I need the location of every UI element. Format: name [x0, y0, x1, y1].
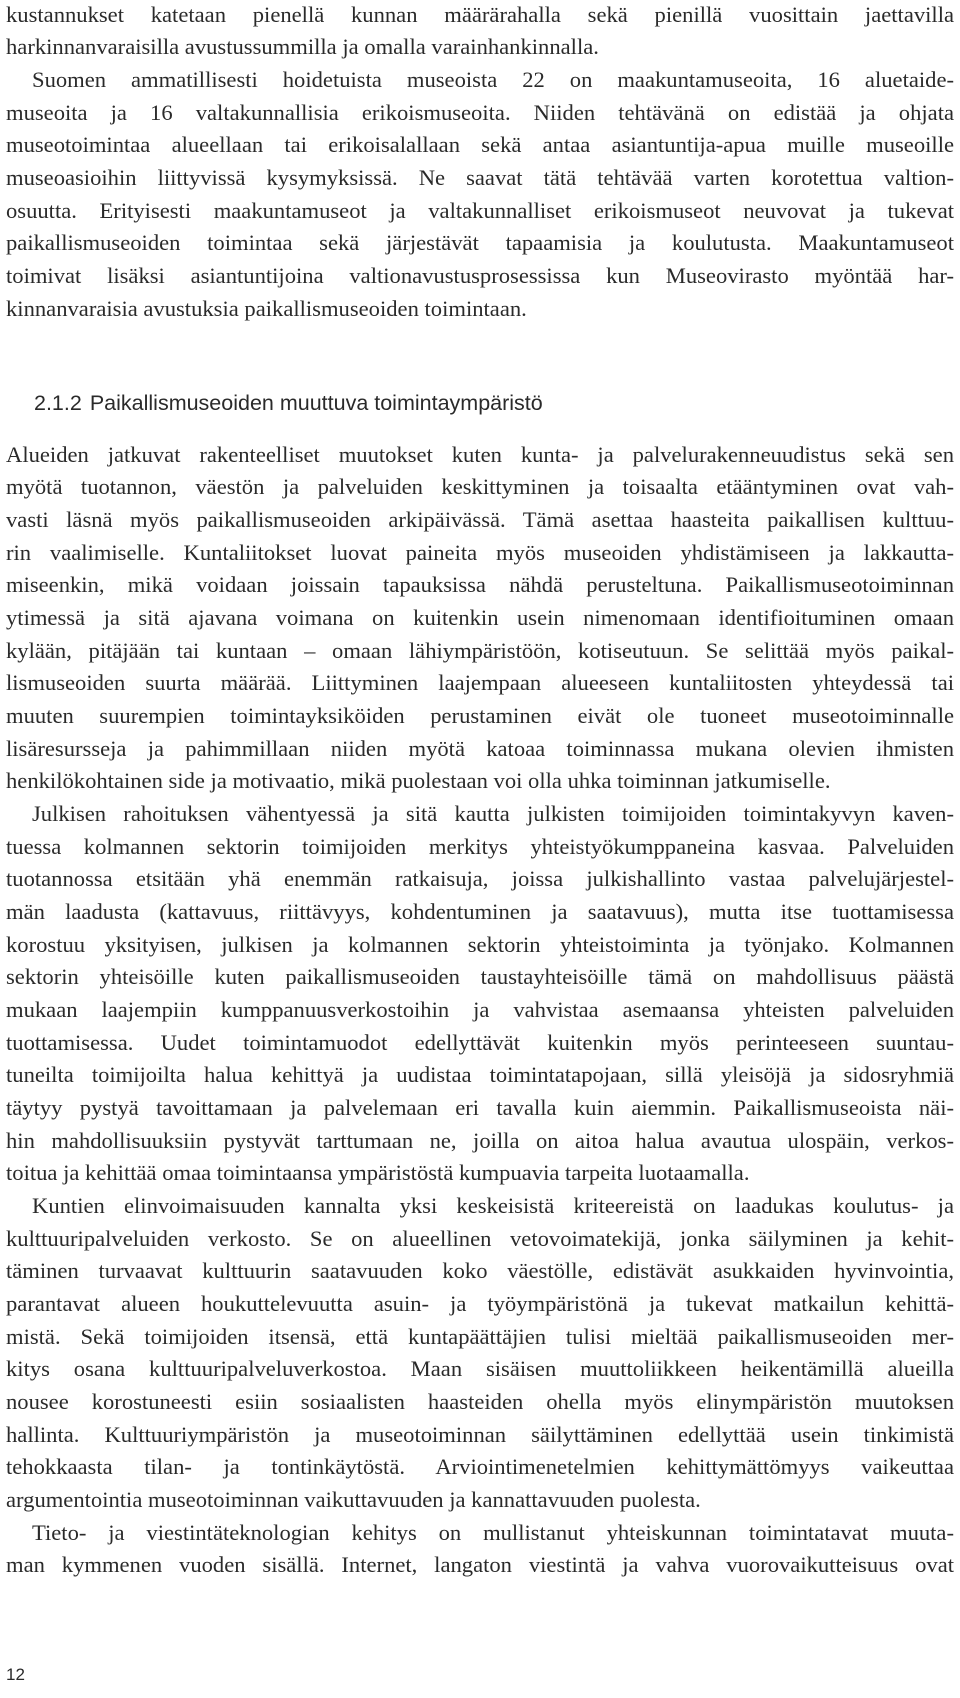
text-line: museoita ja 16 valtakunnallisia erikoismuseoita. Niiden tehtävänä on edistää ja ohjata [6, 100, 954, 125]
text-line: hin mahdollisuuksiin pystyvät tarttumaan ne, joilla on aitoa halua avautua ulospäin, verkos- [6, 1128, 954, 1153]
text-line: tuessa kolmannen sektorin toimijoiden merkitys yhteistyökumppaneina kasvaa. Palveluiden [6, 834, 954, 859]
text-line: täytyy pystyä tavoittamaan ja palvelemaan eri tavalla kuin aiemmin. Paikallismuseoista näi- [6, 1095, 954, 1120]
section-heading [34, 388, 543, 418]
text-line: kustannukset katetaan pienellä kunnan määrärahalla sekä pienillä vuosittain jaettavilla [6, 2, 954, 27]
text-line: kulttuuripalveluiden verkosto. Se on alueellinen vetovoimatekijä, jonka säilyminen ja kehit- [6, 1226, 954, 1251]
text-line: miseenkin, mikä voidaan joissain tapauksissa nähdä perusteltuna. Paikallismuseotoiminnan [6, 572, 954, 597]
text-line: mukaan laajempiin kumppanuusverkostoihin ja vahvistaa asemaansa yhteisten palveluiden [6, 997, 954, 1022]
text-line: kitys osana kulttuuripalveluverkostoa. Maan sisäisen muuttoliikkeen heikentämillä alueilla [6, 1356, 954, 1381]
text-line: Kuntien elinvoimaisuuden kannalta yksi keskeisistä kriteereistä on laadukas koulutus- ja [32, 1193, 954, 1218]
text-line: korostuu yksityisen, julkisen ja kolmannen sektorin yhteistoiminta ja työnjako. Kolmannen [6, 932, 954, 957]
text-line: man kymmenen vuoden sisällä. Internet, langaton viestintä ja vahva vuorovaikutteisuus ovat [6, 1552, 954, 1577]
text-line: tuneilta toimijoilta halua kehittyä ja uudistaa toimintatapojaan, sillä yleisöjä ja sidosryhmiä [6, 1062, 954, 1087]
text-line: argumentointia museotoiminnan vaikuttavuuden ja kannattavuuden puolesta. [6, 1487, 701, 1512]
text-line: kinnanvaraisia avustuksia paikallismuseoiden toimintaan. [6, 296, 527, 321]
text-line: osuutta. Erityisesti maakuntamuseot ja valtakunnalliset erikoismuseot neuvovat ja tukevat [6, 198, 954, 223]
text-line: museotoimintaa alueellaan tai erikoisalallaan sekä antaa asiantuntija-apua muille museoille [6, 132, 954, 157]
text-line: lisäresursseja ja pahimmillaan niiden myötä katoaa toiminnassa mukana olevien ihmisten [6, 736, 954, 761]
section-number: 2.1.2 [34, 391, 82, 415]
text-line: myötä tuotannon, väestön ja palveluiden keskittyminen ja toisaalta etääntyminen ovat vah- [6, 474, 954, 499]
text-line: tuottamisessa. Uudet toimintamuodot edellyttävät kuitenkin myös perinteeseen suuntau- [6, 1030, 954, 1055]
text-line: nousee korostuneesti esiin sosiaalisten haasteiden ohella myös elinympäristön muutoksen [6, 1389, 954, 1414]
text-line: lismuseoiden suurta määrää. Liittyminen laajempaan alueeseen kuntaliitosten yhteydessä tai [6, 670, 954, 695]
text-line: män laadusta (kattavuus, riittävyys, kohdentuminen ja saatavuus), mutta itse tuottamisessa [6, 899, 954, 924]
text-line: tehokkaasta tilan- ja tontinkäytöstä. Arviointimenetelmien kehittymättömyys vaikeuttaa [6, 1454, 954, 1479]
text-line: täminen turvaavat kulttuurin saatavuuden koko väestölle, edistävät asukkaiden hyvinvointia, [6, 1258, 954, 1283]
page-number: 12 [6, 1665, 25, 1684]
text-line: paikallismuseoiden toimintaa sekä järjestävät tapaamisia ja koulutusta. Maakuntamuseot [6, 230, 954, 255]
text-line: toitua ja kehittää omaa toimintaansa ympäristöstä kumpuavia tarpeita luotaamalla. [6, 1160, 750, 1185]
text-line: toimivat lisäksi asiantuntijoina valtionavustusprosessissa kun Museovirasto myöntää har- [6, 263, 954, 288]
text-line: rin vaalimiselle. Kuntaliitokset luovat paineita myös museoiden yhdistämiseen ja lakkautta- [6, 540, 954, 565]
text-line: kylään, pitäjään tai kuntaan – omaan lähiympäristöön, kotiseutuun. Se selittää myös paikal- [6, 638, 954, 663]
text-line: museoasioihin liittyvissä kysymyksissä. Ne saavat tätä tehtävää varten korotettua valtion- [6, 165, 954, 190]
text-line: ytimessä ja sitä ajavana voimana on kuitenkin usein nimenomaan identifioituminen omaan [6, 605, 954, 630]
text-line: hallinta. Kulttuuriympäristön ja museotoiminnan säilyttäminen edellyttää usein tinkimistä [6, 1422, 954, 1447]
text-line: Suomen ammatillisesti hoidetuista museoista 22 on maakuntamuseoita, 16 aluetaide- [32, 67, 954, 92]
text-line: mistä. Sekä toimijoiden itsensä, että kuntapäättäjien tulisi mieltää paikallismuseoiden mer- [6, 1324, 954, 1349]
text-line: Julkisen rahoituksen vähentyessä ja sitä kautta julkisten toimijoiden toimintakyvyn kaven- [32, 801, 954, 826]
text-line: harkinnanvaraisilla avustussummilla ja omalla varainhankinnalla. [6, 34, 599, 59]
text-line: henkilökohtainen side ja motivaatio, mikä puolestaan voi olla uhka toiminnan jatkumiselle. [6, 768, 831, 793]
text-line: sektorin yhteisöille kuten paikallismuseoiden taustayhteisöille tämä on mahdollisuus päästä [6, 964, 954, 989]
text-line: Tieto- ja viestintäteknologian kehitys on mullistanut yhteiskunnan toimintatavat muuta- [32, 1520, 954, 1545]
text-line: tuotannossa etsitään yhä enemmän ratkaisuja, joissa julkishallinto vastaa palvelujärjestel- [6, 866, 954, 891]
text-line: Alueiden jatkuvat rakenteelliset muutokset kuten kunta- ja palvelurakenneuudistus sekä sen [6, 442, 954, 467]
text-line: vasti läsnä myös paikallismuseoiden arkipäivässä. Tämä asettaa haasteita paikallisen kulttuu- [6, 507, 954, 532]
text-line: muuten suurempien toimintayksiköiden perustaminen eivät ole tuoneet museotoiminnalle [6, 703, 954, 728]
section-title: Paikallismuseoiden muuttuva toimintaympäristö [89, 391, 543, 415]
text-line: parantavat alueen houkuttelevuutta asuin- ja työympäristönä ja tukevat matkailun kehittä- [6, 1291, 954, 1316]
